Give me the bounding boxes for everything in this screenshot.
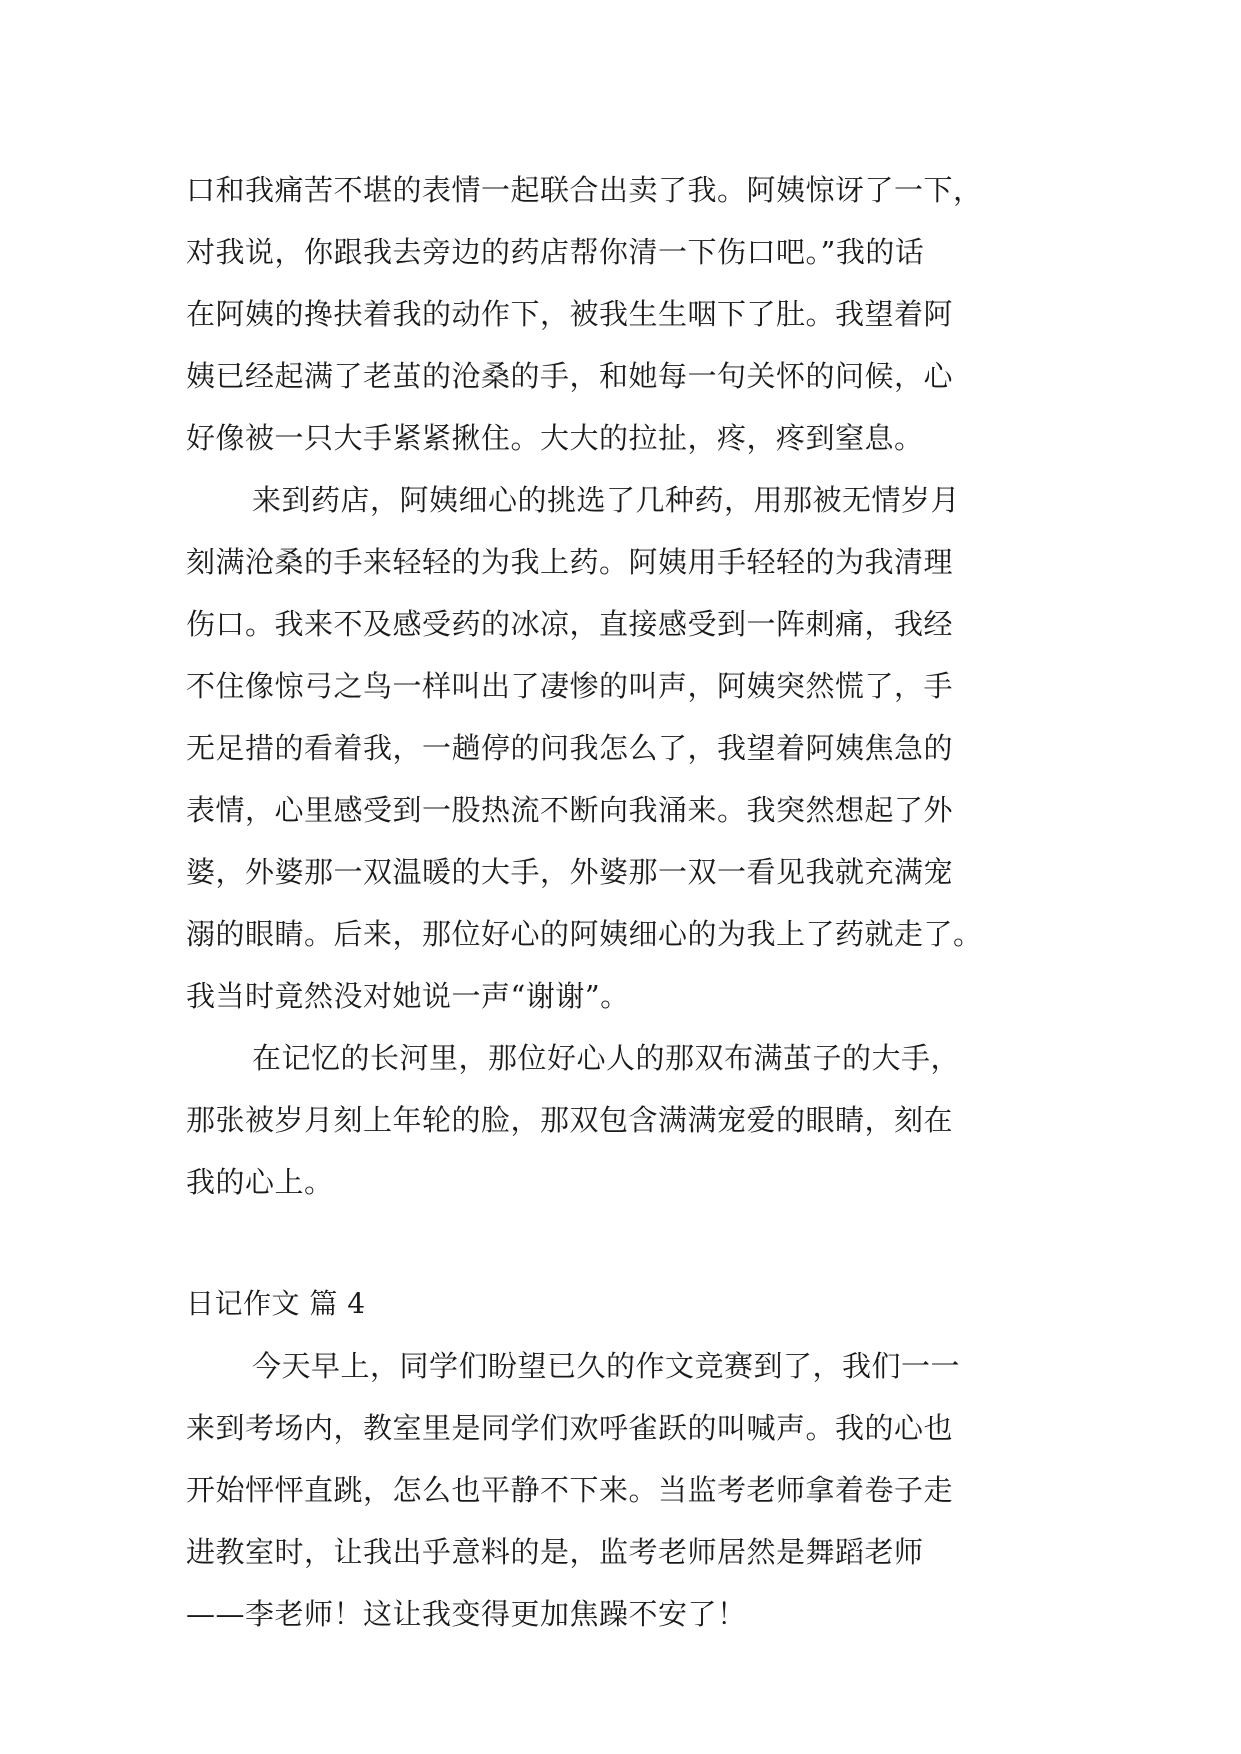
- text-line: 那张被岁月刻上年轮的脸，那双包含满满宠爱的眼睛，刻在: [186, 1103, 954, 1137]
- text-line: 我当时竟然没对她说一声“谢谢”。: [186, 979, 630, 1013]
- text-line: 进教室时，让我出乎意料的是，监考老师居然是舞蹈老师: [186, 1535, 924, 1569]
- text-line: 我的心上。: [186, 1165, 334, 1199]
- text-line: 对我说，你跟我去旁边的药店帮你清一下伤口吧。”我的话: [186, 235, 925, 269]
- text-line: 刻满沧桑的手来轻轻的为我上药。阿姨用手轻轻的为我清理: [186, 545, 954, 579]
- text-line: 无足措的看着我，一趟停的问我怎么了，我望着阿姨焦急的: [186, 731, 954, 765]
- paragraph-first-line: 来到药店，阿姨细心的挑选了几种药，用那被无情岁月: [252, 483, 961, 517]
- text-line: 好像被一只大手紧紧揪住。大大的拉扯，疼，疼到窒息。: [186, 421, 924, 455]
- text-line: 溺的眼睛。后来，那位好心的阿姨细心的为我上了药就走了。: [186, 917, 983, 951]
- section-heading: 日记作文 篇 4: [186, 1287, 366, 1320]
- text-line: 姨已经起满了老茧的沧桑的手，和她每一句关怀的问候，心: [186, 359, 954, 393]
- text-line: 开始怦怦直跳，怎么也平静不下来。当监考老师拿着卷子走: [186, 1473, 954, 1507]
- text-line: 婆，外婆那一双温暖的大手，外婆那一双一看见我就充满宠: [186, 855, 954, 889]
- text-line: 不住像惊弓之鸟一样叫出了凄惨的叫声，阿姨突然慌了，手: [186, 669, 954, 703]
- text-line: 来到考场内，教室里是同学们欢呼雀跃的叫喊声。我的心也: [186, 1411, 954, 1445]
- text-line: 表情，心里感受到一股热流不断向我涌来。我突然想起了外: [186, 793, 954, 827]
- paragraph-first-line: 今天早上，同学们盼望已久的作文竞赛到了，我们一一: [252, 1349, 961, 1383]
- text-line: ——李老师！这让我变得更加焦躁不安了！: [186, 1597, 747, 1631]
- text-line: 口和我痛苦不堪的表情一起联合出卖了我。阿姨惊讶了一下，: [186, 173, 983, 207]
- text-line: 伤口。我来不及感受药的冰凉，直接感受到一阵刺痛，我经: [186, 607, 954, 641]
- text-line: 在阿姨的搀扶着我的动作下，被我生生咽下了肚。我望着阿: [186, 297, 954, 331]
- paragraph-first-line: 在记忆的长河里，那位好心人的那双布满茧子的大手，: [252, 1041, 961, 1075]
